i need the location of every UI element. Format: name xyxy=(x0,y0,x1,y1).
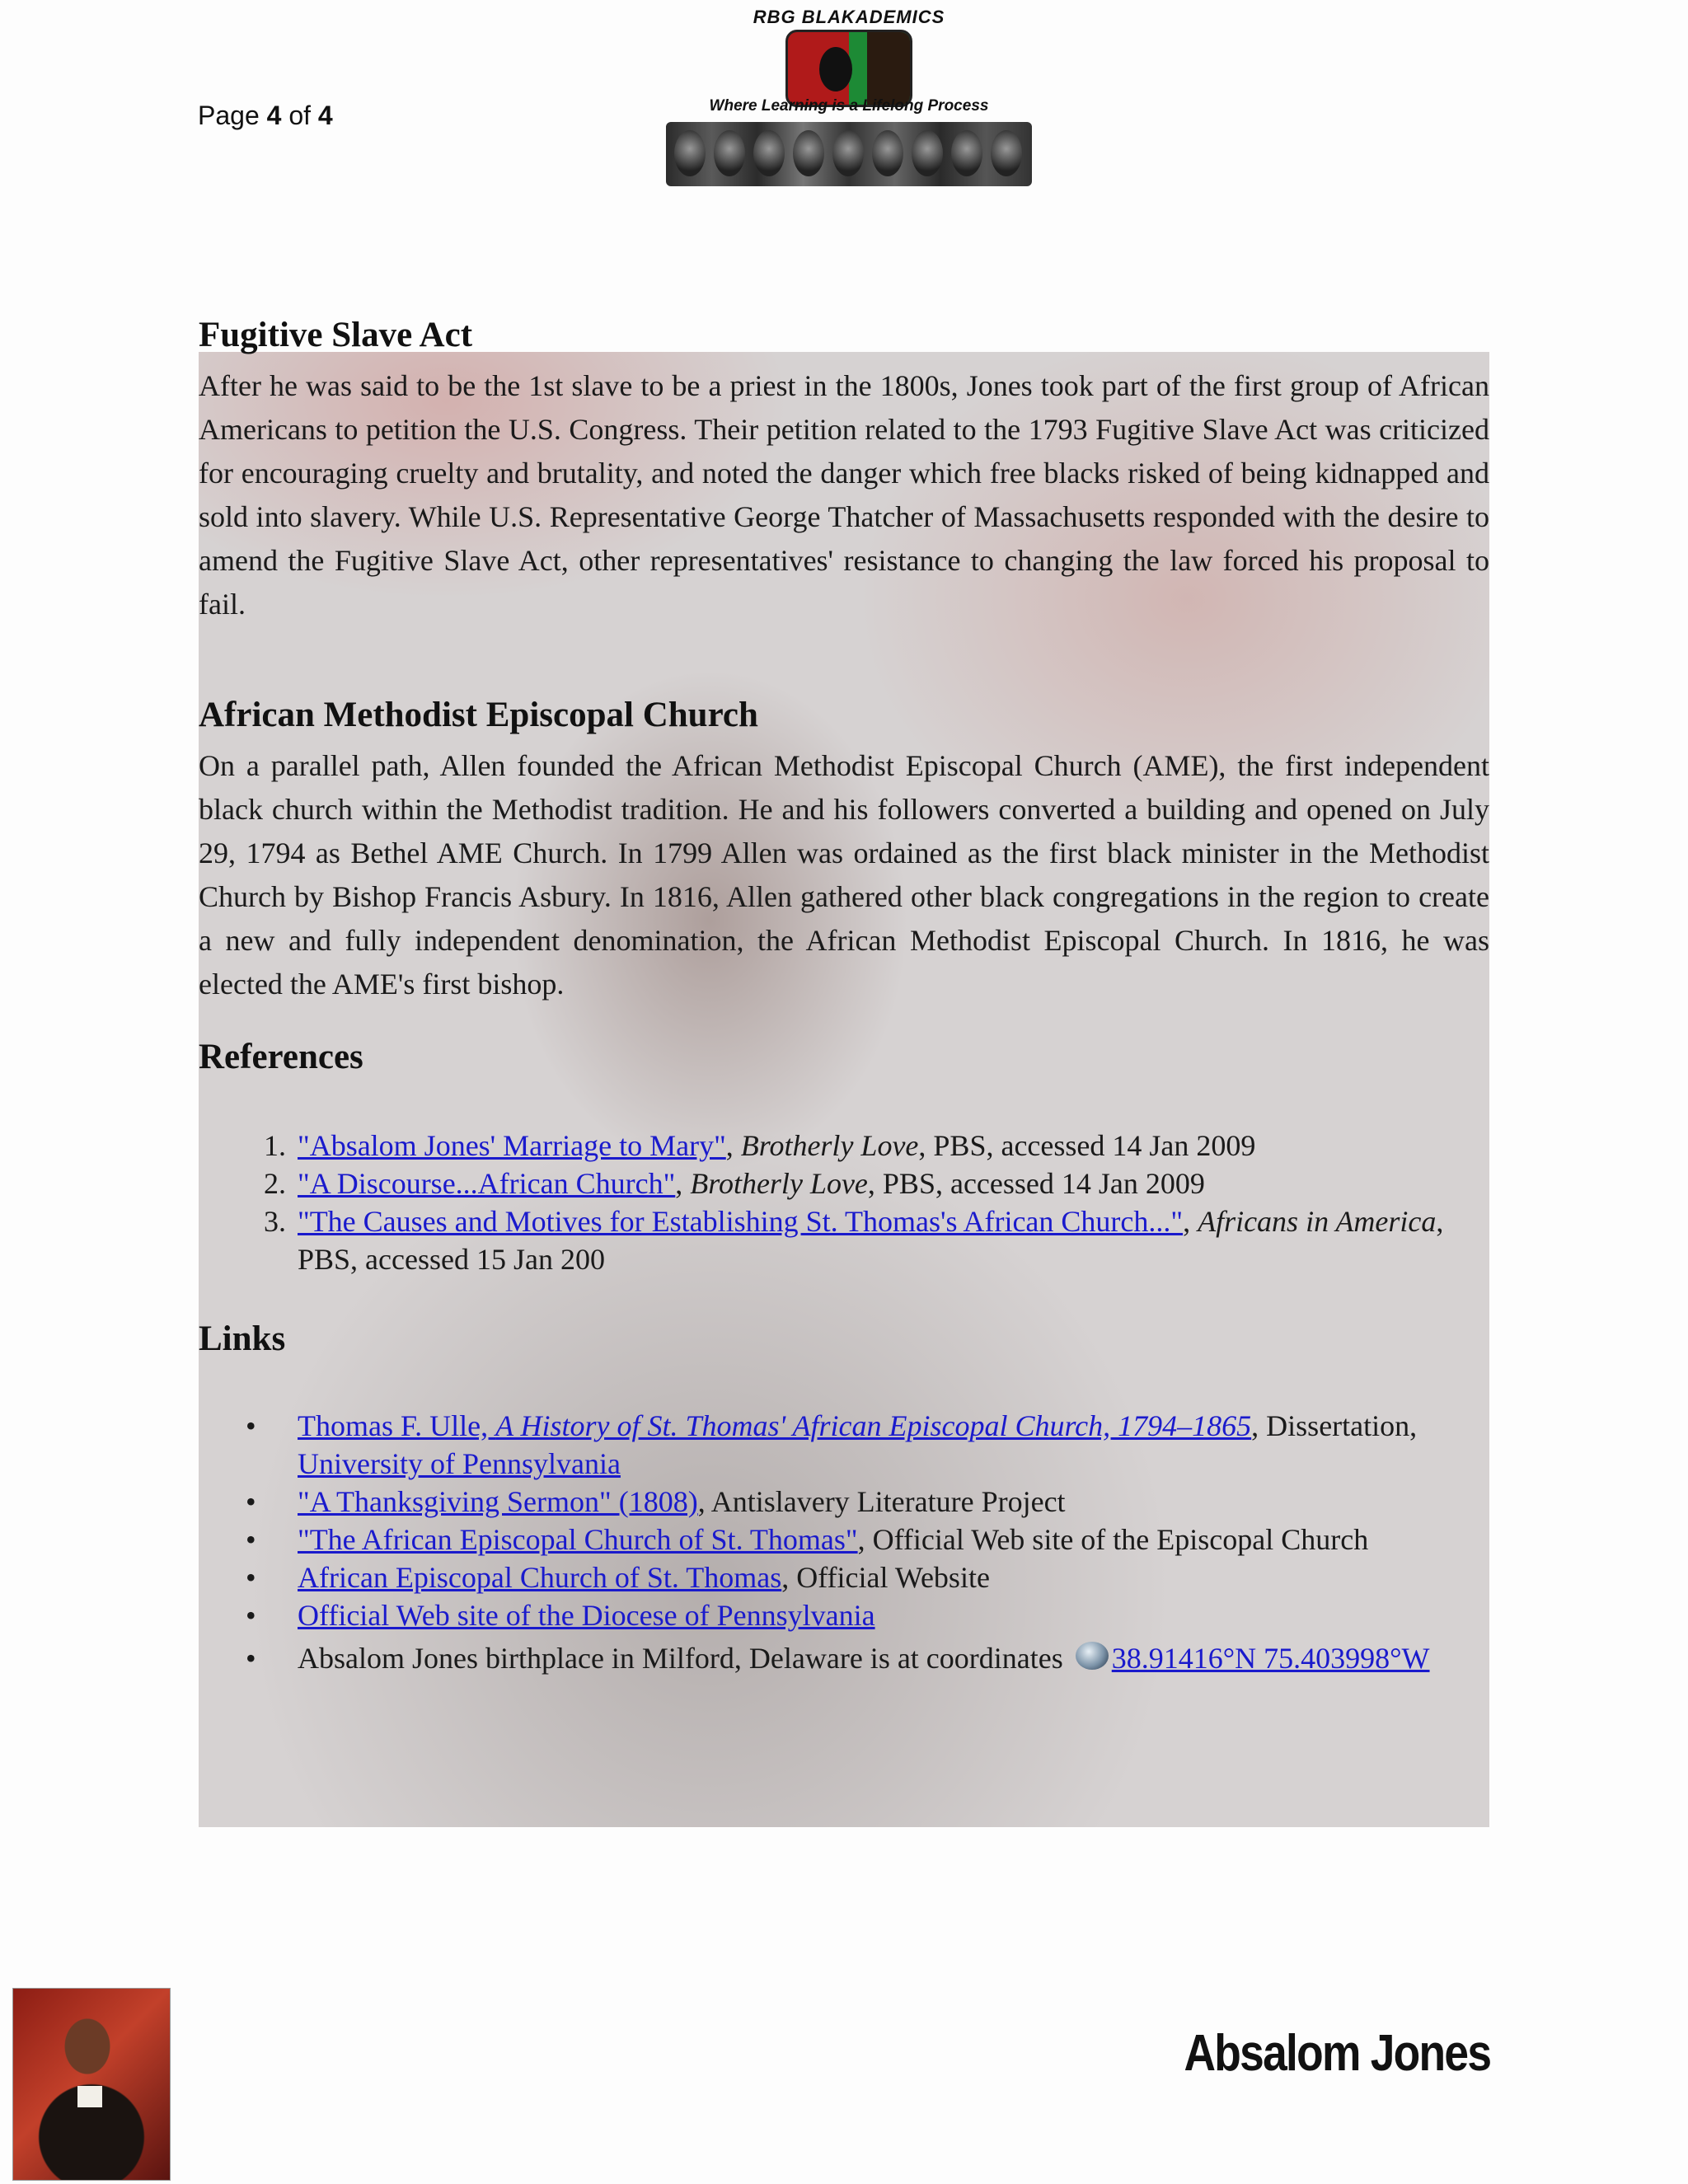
link-item xyxy=(199,1521,1489,1558)
page-label: Page xyxy=(198,101,260,130)
portrait-strip xyxy=(666,122,1032,186)
link-thanksgiving-sermon[interactable]: "A Thanksgiving Sermon" (1808) xyxy=(298,1485,698,1518)
face-icon xyxy=(674,130,706,176)
link-description: Absalom Jones birthplace in Milford, Delaware is at coordinates xyxy=(298,1642,1071,1675)
reference-sep: , xyxy=(1183,1205,1198,1238)
bullet: • xyxy=(246,1642,256,1675)
link-item xyxy=(199,1483,1489,1521)
books-graphic xyxy=(867,32,910,105)
bullet: • xyxy=(246,1485,256,1518)
link-item xyxy=(199,1639,1489,1677)
reference-item xyxy=(199,1165,1489,1202)
page-current: 4 xyxy=(266,101,282,130)
footer-title: Absalom Jones xyxy=(1184,2025,1490,2082)
bullet: • xyxy=(246,1599,256,1632)
reference-source: Africans in America xyxy=(1198,1205,1437,1238)
section-title-fugitive-slave-act: Fugitive Slave Act xyxy=(199,316,473,354)
section-title-references: References xyxy=(199,1038,363,1076)
link-description: , Official Website xyxy=(781,1561,990,1594)
paragraph-fugitive-slave-act: After he was said to be the 1st slave to be a priest in the 1800s, Jones took part of the first group of African Americans to petition the U.S. Congress. Their petition related to the 1793 Fugitive Slave Act was criticized for encouraging cruelty and brutality, and noted the danger which free blacks risked of being kidnapped and sold into slavery. While U.S. Representative George Thatcher of Massachusetts responded with the desire to amend the Fugitive Slave Act, other representatives' resistance to changing the law forced his proposal to fail. xyxy=(199,369,1489,621)
section-title-links: Links xyxy=(199,1319,286,1358)
reference-sep: , xyxy=(675,1167,691,1200)
logo-title: RBG BLAKADEMICS xyxy=(753,7,945,27)
face-icon xyxy=(753,130,785,176)
reference-source: Brotherly Love xyxy=(740,1129,919,1162)
bullet: • xyxy=(246,1523,256,1556)
face-icon xyxy=(912,130,943,176)
reference-item xyxy=(199,1127,1489,1165)
reference-detail: , PBS, accessed 14 Jan 2009 xyxy=(867,1167,1205,1200)
face-icon xyxy=(991,130,1022,176)
reference-detail: , PBS, accessed 15 Jan 200 xyxy=(298,1205,1444,1276)
bullet: • xyxy=(246,1561,256,1594)
reference-detail: , PBS, accessed 14 Jan 2009 xyxy=(918,1129,1256,1162)
face-icon xyxy=(872,130,903,176)
logo-tagline: Where Learning is a Lifelong Process xyxy=(709,97,989,115)
globe-icon[interactable] xyxy=(1076,1642,1109,1670)
reference-link[interactable]: "Absalom Jones' Marriage to Mary" xyxy=(298,1129,726,1162)
link-coordinates[interactable]: 38.91416°N 75.403998°W xyxy=(1111,1642,1430,1675)
link-ulle-dissertation[interactable] xyxy=(298,1409,1251,1442)
page-number xyxy=(198,101,333,131)
reference-link[interactable]: "A Discourse...African Church" xyxy=(298,1167,676,1200)
reference-number: 1. xyxy=(264,1129,286,1162)
link-st-thomas-website[interactable]: African Episcopal Church of St. Thomas xyxy=(298,1561,782,1594)
ant-emblem-icon xyxy=(785,30,912,107)
references-list xyxy=(199,1127,1489,1278)
link-description: , Dissertation, xyxy=(1251,1409,1418,1442)
page-total: 4 xyxy=(317,101,333,130)
reference-source: Brotherly Love xyxy=(690,1167,868,1200)
collar-graphic xyxy=(77,2086,102,2107)
links-list xyxy=(199,1407,1489,1677)
link-text: Thomas F. Ulle, xyxy=(298,1409,496,1442)
section-title-ame-church: African Methodist Episcopal Church xyxy=(199,696,758,734)
page-of: of xyxy=(288,101,311,130)
link-description: , Official Web site of the Episcopal Church xyxy=(857,1523,1369,1556)
link-university-of-pennsylvania[interactable]: University of Pennsylvania xyxy=(298,1447,621,1480)
reference-link[interactable]: "The Causes and Motives for Establishing St. Thomas's African Church..." xyxy=(298,1205,1184,1238)
link-description: , Antislavery Literature Project xyxy=(697,1485,1066,1518)
absalom-jones-portrait xyxy=(12,1988,171,2181)
rbg-blakademics-logo xyxy=(663,7,1034,192)
face-icon xyxy=(714,130,745,176)
paragraph-ame-church: On a parallel path, Allen founded the African Methodist Episcopal Church (AME), the first independent black church within the Methodist tradition. He and his followers converted a building and opened on July 29, 1794 as Bethel AME Church. In 1799 Allen was ordained as the first black minister in the Methodist Church by Bishop Francis Asbury. In 1816, Allen gathered other black congregations in the region to create a new and fully independent denomination, the African Methodist Episcopal Church. In 1816, he was elected the AME's first bishop. xyxy=(199,749,1489,1001)
link-title-italic: A History of St. Thomas' African Episcopal Church, 1794–1865 xyxy=(495,1409,1252,1442)
link-african-episcopal-church[interactable]: "The African Episcopal Church of St. Thomas" xyxy=(298,1523,858,1556)
face-icon xyxy=(951,130,982,176)
link-item xyxy=(199,1407,1489,1483)
link-item xyxy=(199,1596,1489,1634)
face-icon xyxy=(832,130,864,176)
reference-sep: , xyxy=(725,1129,741,1162)
reference-item xyxy=(199,1202,1489,1278)
reference-number: 2. xyxy=(264,1167,286,1200)
link-diocese-of-pennsylvania[interactable]: Official Web site of the Diocese of Pennsylvania xyxy=(298,1599,875,1632)
link-item xyxy=(199,1558,1489,1596)
reference-number: 3. xyxy=(264,1205,286,1238)
ant-icon xyxy=(819,47,852,91)
face-icon xyxy=(793,130,824,176)
bullet: • xyxy=(246,1409,256,1442)
